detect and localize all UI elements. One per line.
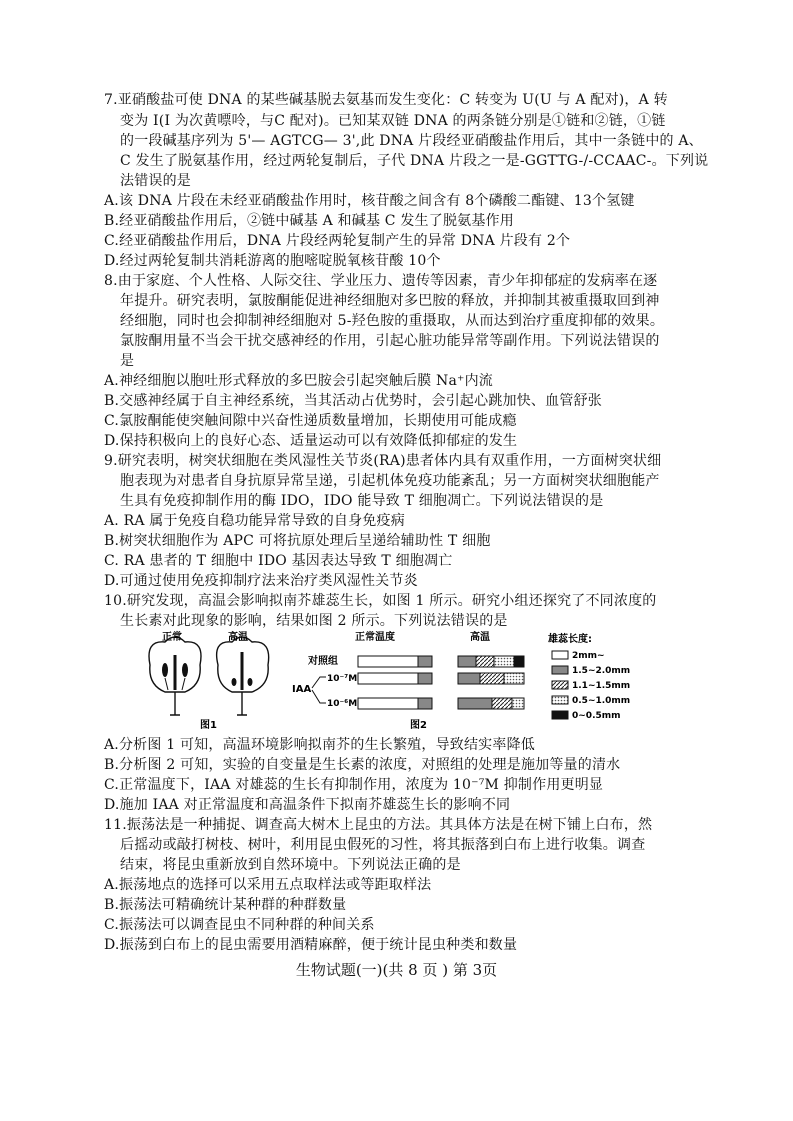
q11-stem-line-1: 11.振荡法是一种捕捉、调查高大树木上昆虫的方法。其具体方法是在树下铺上白布，然 [104, 817, 653, 833]
q7-stem-line-1: 7.亚硝酸盐可使 DNA 的某些碱基脱去氨基而发生变化：C 转变为 U(U 与 A 配对)，A 转 [104, 92, 668, 108]
q7-stem-line-4: C 发生了脱氨基作用，经过两轮复制后，子代 DNA 片段之一是-GGTTG-/-CCAAC-。下列说 [120, 153, 709, 169]
q7-stem-line-5: 法错误的是 [120, 173, 191, 189]
figure2-col-high: 高温 [470, 632, 490, 643]
q7-stem-line-2: 变为 I(I 为次黄嘌呤，与C 配对)。已知某双链 DNA 的两条链分别是①链和②链，①链 [120, 113, 666, 129]
q9-option-b: B.树突状细胞作为 APC 可将抗原处理后呈递给辅助性 T 细胞 [104, 533, 491, 549]
figure2-conc-low: 10⁻⁷M [327, 674, 358, 684]
q11-stem-line-2: 后摇动或敲打树枝、树叶，利用昆虫假死的习性，将其振落到白布上进行收集。调查 [120, 837, 646, 853]
q11-option-a: A.振荡地点的选择可以采用五点取样法或等距取样法 [104, 877, 432, 893]
q8-option-a: A.神经细胞以胞吐形式释放的多巴胺会引起突触后膜 Na⁺内流 [104, 373, 493, 389]
q9-stem-line-1: 9.研究表明，树突状细胞在类风湿性关节炎(RA)患者体内具有双重作用，一方面树突状细 [104, 453, 662, 469]
figure2-col-normal: 正常温度 [355, 632, 395, 643]
figure2-bar-control-high [458, 656, 524, 667]
q10-stem-line-2: 生长素对此现象的影响，结果如图 2 所示。下列说法错误的是 [120, 613, 508, 629]
figure2-row-control: 对照组 [308, 656, 338, 667]
figure1-label-high: 高温 [228, 632, 248, 643]
q10-figure-svg [140, 630, 700, 734]
q8-stem-line-5: 是 [120, 353, 135, 369]
legend-label-3: 0.5~1.0mm [572, 696, 631, 706]
legend-swatch-4 [552, 711, 568, 719]
legend-swatch-3 [552, 696, 568, 704]
figure2-bar-low-normal [358, 673, 432, 684]
q8-stem-line-4: 氯胺酮用量不当会干扰交感神经的作用，引起心脏功能异常等副作用。下列说法错误的 [120, 333, 660, 349]
figure2-bar-control-normal [358, 656, 432, 667]
q9-option-c: C. RA 患者的 T 细胞中 IDO 基因表达导致 T 细胞凋亡 [104, 553, 453, 569]
figure1-caption: 图1 [200, 720, 217, 731]
q10-option-a: A.分析图 1 可知，高温环境影响拟南芥的生长繁殖，导致结实率降低 [104, 737, 535, 753]
page-footer: 生物试题(一)(共 8 页 ) 第 3页 [295, 961, 498, 979]
q8-stem-line-3: 经细胞，同时也会抑制神经细胞对 5-羟色胺的重摄取，从而达到治疗重度抑郁的效果。 [120, 313, 665, 329]
q8-option-d: D.保持积极向上的良好心态、适量运动可以有效降低抑郁症的发生 [104, 433, 518, 449]
q10-figure [140, 630, 700, 734]
figure2-bar-high-normal [358, 698, 432, 709]
q9-stem-line-3: 生具有免疫抑制作用的酶 IDO，IDO 能导致 T 细胞凋亡。下列说法错误的是 [120, 493, 604, 509]
q8-option-c: C.氯胺酮能使突触间隙中兴奋性递质数量增加，长期使用可能成瘾 [104, 413, 517, 429]
figure1-label-normal: 正常 [162, 632, 182, 643]
q9-option-d: D.可通过使用免疫抑制疗法来治疗类风湿性关节炎 [104, 573, 418, 589]
q10-option-b: B.分析图 2 可知，实验的自变量是生长素的浓度，对照组的处理是施加等量的清水 [104, 757, 621, 773]
q7-option-a: A.该 DNA 片段在未经亚硝酸盐作用时，核苷酸之间含有 8个磷酸二酯键、13个氢键 [104, 193, 635, 209]
q10-option-c: C.正常温度下，IAA 对雄蕊的生长有抑制作用，浓度为 10⁻⁷M 抑制作用更明显 [104, 777, 604, 793]
figure2-bar-low-high [458, 673, 524, 684]
q11-option-b: B.振荡法可精确统计某种群的种群数量 [104, 897, 347, 913]
figure2-legend-title: 雄蕊长度: [548, 634, 592, 645]
figure2-row-iaa: IAA [292, 684, 312, 695]
q7-option-c: C.经亚硝酸盐作用后，DNA 片段经两轮复制产生的异常 DNA 片段有 2个 [104, 233, 571, 249]
q11-option-c: C.振荡法可以调查昆虫不同种群的种间关系 [104, 917, 375, 933]
legend-label-2: 1.1~1.5mm [572, 681, 631, 691]
q7-stem-line-3: 的一段碱基序列为 5'— AGTCG— 3',此 DNA 片段经亚硝酸盐作用后，其中一条链中的 A、 [120, 133, 703, 149]
q8-option-b: B.交感神经属于自主神经系统，当其活动占优势时，会引起心跳加快、血管舒张 [104, 393, 602, 409]
q10-stem-line-1: 10.研究发现，高温会影响拟南芥雄蕊生长，如图 1 所示。研究小组还探究了不同浓度的 [104, 593, 657, 609]
legend-swatch-2 [552, 681, 568, 689]
legend-label-0: 2mm~ [572, 651, 605, 661]
q11-stem-line-3: 结束，将昆虫重新放到自然环境中。下列说法正确的是 [120, 857, 461, 873]
q9-option-a: A. RA 属于免疫自稳功能异常导致的自身免疫病 [104, 513, 405, 529]
figure2-caption: 图2 [410, 720, 427, 731]
q10-option-d: D.施加 IAA 对正常温度和高温条件下拟南芥雄蕊生长的影响不同 [104, 797, 511, 813]
figure2-conc-high: 10⁻⁶M [327, 699, 358, 709]
q8-stem-line-1: 8.由于家庭、个人性格、人际交往、学业压力、遗传等因素，青少年抑郁症的发病率在逐 [104, 273, 658, 289]
figure1-high-temp-flower [217, 637, 269, 715]
q11-option-d: D.振荡到白布上的昆虫需要用酒精麻醉，便于统计昆虫种类和数量 [104, 937, 518, 953]
q8-stem-line-2: 年提升。研究表明，氯胺酮能促进神经细胞对多巴胺的释放，并抑制其被重摄取回到神 [120, 293, 660, 309]
legend-label-4: 0~0.5mm [572, 711, 621, 721]
figure2-iaa-bracket [312, 677, 326, 703]
legend-swatch-0 [552, 651, 568, 659]
figure1-normal-flower [149, 637, 201, 715]
legend-label-1: 1.5~2.0mm [572, 666, 631, 676]
q7-option-d: D.经过两轮复制共消耗游离的胞嘧啶脱氧核苷酸 10个 [104, 253, 441, 269]
legend-swatch-1 [552, 666, 568, 674]
q9-stem-line-2: 胞表现为对患者自身抗原异常呈递，引起机体免疫功能紊乱；另一方面树突状细胞能产 [120, 473, 660, 489]
q7-option-b: B.经亚硝酸盐作用后，②链中碱基 A 和碱基 C 发生了脱氨基作用 [104, 213, 514, 229]
figure2-bar-high-high [458, 698, 524, 709]
